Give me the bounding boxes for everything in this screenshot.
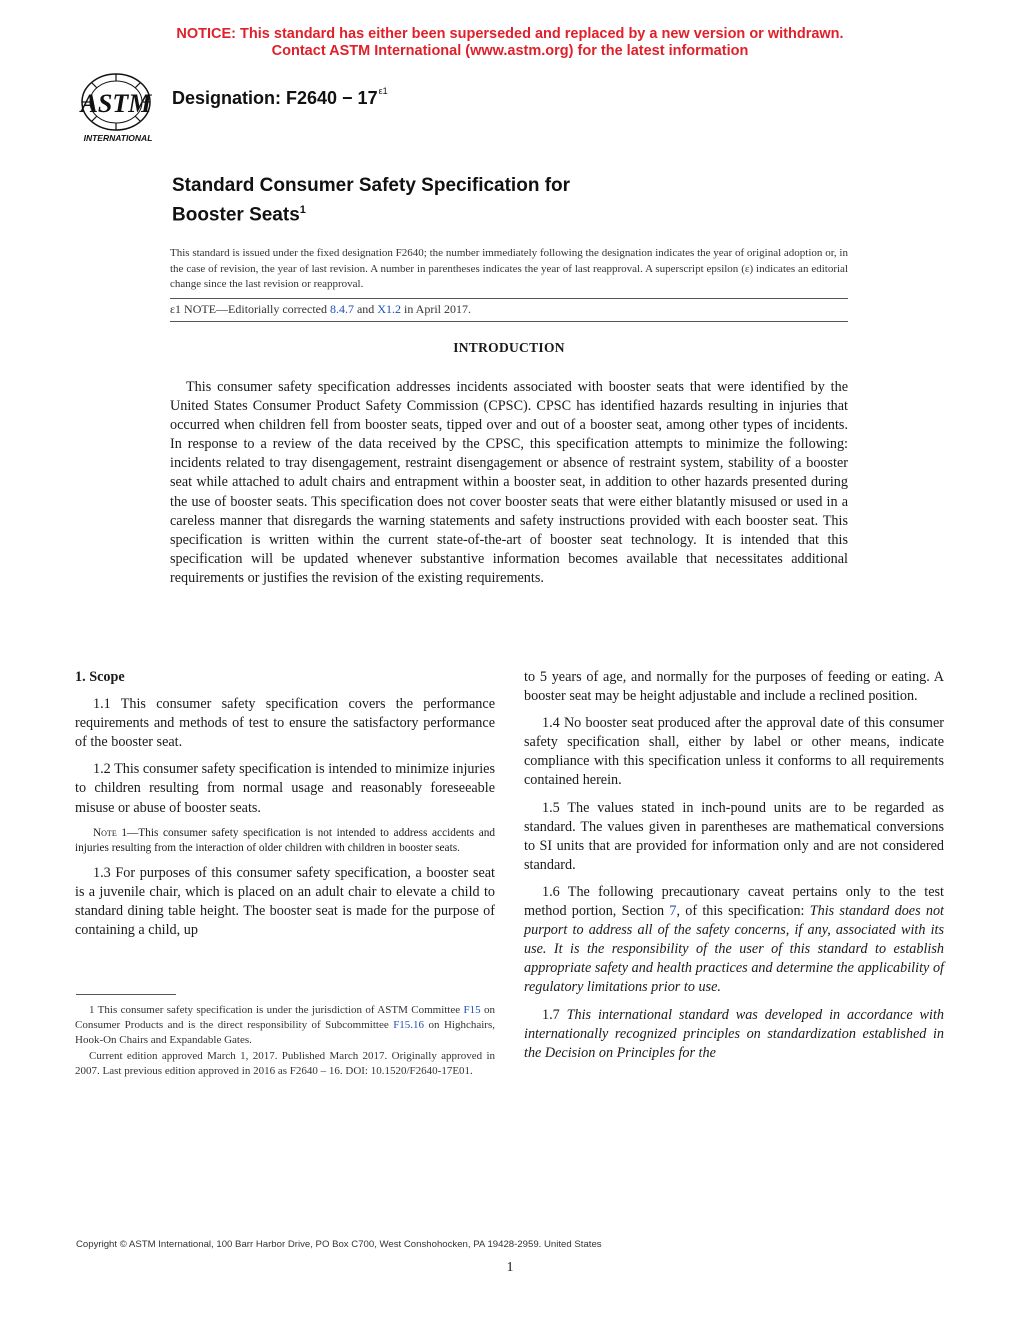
- paragraph-1-5: 1.5 The values stated in inch-pound units are to be regarded as standard. The values given in parentheses are mathematical conversions to SI units that are provided for information only and are not considered standard.: [524, 799, 944, 873]
- designation-label: Designation: F2640 − 17: [172, 88, 378, 108]
- editorial-note-middle: and: [353, 302, 378, 316]
- notice-line-1: NOTICE: This standard has either been superseded and replaced by a new version or withdrawn.: [176, 26, 844, 42]
- link-section-7[interactable]: 7: [669, 903, 677, 920]
- logo-subtitle: INTERNATIONAL: [83, 133, 153, 143]
- paragraph-1-2: 1.2 This consumer safety specification is intended to minimize injuries to children resulting from normal usage and reasonably foreseeable misuse or abuse of booster seats.: [75, 761, 495, 816]
- editorial-note-prefix: ε1 NOTE—Editorially corrected: [170, 302, 330, 316]
- title-footnote-ref: 1: [299, 204, 306, 216]
- footnote-paragraph-2: Current edition approved March 1, 2017. Published March 2017. Originally approved in 2007. Last previous edition approved in 2016 as F2640 – 16. DOI: 10.1520/F2640-17E01.: [75, 1049, 495, 1077]
- footnote-text-b: on Consumer Products and is the direct responsibility of Subcommittee: [75, 1004, 495, 1032]
- footnote-paragraph-1: [75, 1003, 495, 1049]
- introduction-body: [170, 378, 848, 588]
- paragraph-1-3: 1.3 For purposes of this consumer safety specification, a booster seat is a juvenile chair, which is placed on an adult chair to elevate a child to standard dining table height. The booster seat is made for the purpose of containing a child, up: [75, 864, 495, 938]
- paragraph-1-6: [524, 883, 944, 998]
- note-1-label: Note 1: [93, 826, 127, 839]
- introduction-heading: INTRODUCTION: [453, 340, 565, 355]
- footnote-divider: [76, 994, 176, 995]
- title-line-1: Standard Consumer Safety Specification for: [172, 175, 571, 196]
- preface-paragraph: This standard is issued under the fixed designation F2640; the number immediately following the designation indicates the year of original adoption or, in the case of revision, the year of last revision. A number in parentheses indicates the year of last reapproval. A superscript epsilon (ε) indicates an editorial change since the last revision or reapproval.: [170, 247, 848, 290]
- link-f15[interactable]: F15: [463, 1004, 481, 1016]
- notice-line-2: Contact ASTM International (www.astm.org) for the latest information: [271, 43, 749, 59]
- paragraph-1-1: 1.1 This consumer safety specification covers the performance requirements and methods of test to ensure the satisfactory performance of the booster seat.: [75, 696, 495, 751]
- page-number: 1: [506, 1260, 514, 1275]
- link-8-4-7[interactable]: 8.4.7: [329, 302, 354, 316]
- link-f15-16[interactable]: F15.16: [393, 1019, 425, 1032]
- divider: [170, 321, 848, 322]
- title-line-2: Booster Seats: [172, 204, 300, 226]
- divider: [170, 298, 848, 299]
- paragraph-1-6-caveat: This standard does not purport to address all of the safety concerns, if any, associated with its use. It is the responsibility of the user of this standard to establish appropriate safety and health practices and determine the applicability of regulatory limitations prior to use.: [524, 903, 944, 996]
- note-1-text: —This consumer safety specification is not intended to address accidents and injuries resulting from the interaction of older children with children in booster seats.: [75, 826, 496, 855]
- paragraph-1-3-continued: to 5 years of age, and normally for the purposes of feeding or eating. A booster seat may be height adjustable and include a reclined position.: [524, 669, 944, 705]
- paragraph-1-7: [524, 1006, 944, 1063]
- footnote-text-a: 1 This consumer safety specification is under the jurisdiction of ASTM Committee: [89, 1004, 464, 1016]
- right-column: [524, 668, 944, 1071]
- supersession-notice: [0, 26, 1020, 60]
- document-title: [172, 173, 570, 227]
- editorial-note-suffix: in April 2017.: [400, 302, 471, 316]
- designation-superscript: ε1: [378, 86, 388, 96]
- astm-logo-icon: [70, 72, 162, 144]
- footnote: [75, 1003, 495, 1079]
- paragraph-1-7-number: 1.7: [542, 1006, 567, 1023]
- left-column: [75, 668, 495, 948]
- paragraph-1-6-text-a: 1.6 The following precautionary caveat pertains only to the test method portion, Section: [524, 883, 944, 920]
- introduction-paragraph: This consumer safety specification addresses incidents associated with booster seats that were identified by the United States Consumer Product Safety Commission (CPSC). CPSC has identified hazards resulting in injuries that occurred when children fell from booster seats, tipped over and out of a booster seat, among other types of incidents. In response to a review of the data received by the CPSC, this specification attempts to minimize the following: incidents related to tray disengagement, restraint disengagement or absence of restraint system, stability of a booster seat while attached to adult chairs and entrapment within a booster seat, in addition to other hazards presented during the use of booster seats. This specification does not cover booster seats that were either blatantly misused or used in a careless manner that disregards the warning statements and safety instructions provided with each booster seat. This specification is written within the current state-of-the-art of booster seat technology. It is intended that this specification will be updated whenever substantive information becomes available that necessitates additional requirements or justifies the revision of the existing requirements.: [170, 379, 848, 586]
- note-1: [75, 826, 495, 857]
- designation: [172, 88, 388, 109]
- editorial-note: [170, 302, 471, 317]
- paragraph-1-6-text-b: , of this specification:: [676, 903, 810, 920]
- paragraph-1-7-text: This international standard was developed in accordance with internationally recognized principles on standardization established in the Decision on Principles for the: [524, 1006, 944, 1061]
- section-heading-scope: 1. Scope: [75, 669, 125, 685]
- footnote-text-c: on Highchairs, Hook-On Chairs and Expandable Gates.: [75, 1019, 496, 1047]
- link-x1-2[interactable]: X1.2: [377, 302, 401, 316]
- copyright-line: Copyright © ASTM International, 100 Barr Harbor Drive, PO Box C700, West Conshohocken, PA 19428-2959. United States: [76, 1239, 602, 1250]
- paragraph-1-4: 1.4 No booster seat produced after the approval date of this consumer safety specification shall, either by label or other means, indicate compliance with this specification unless it conforms to all requirements contained herein.: [524, 715, 944, 789]
- logo-text: ASTM: [80, 89, 152, 118]
